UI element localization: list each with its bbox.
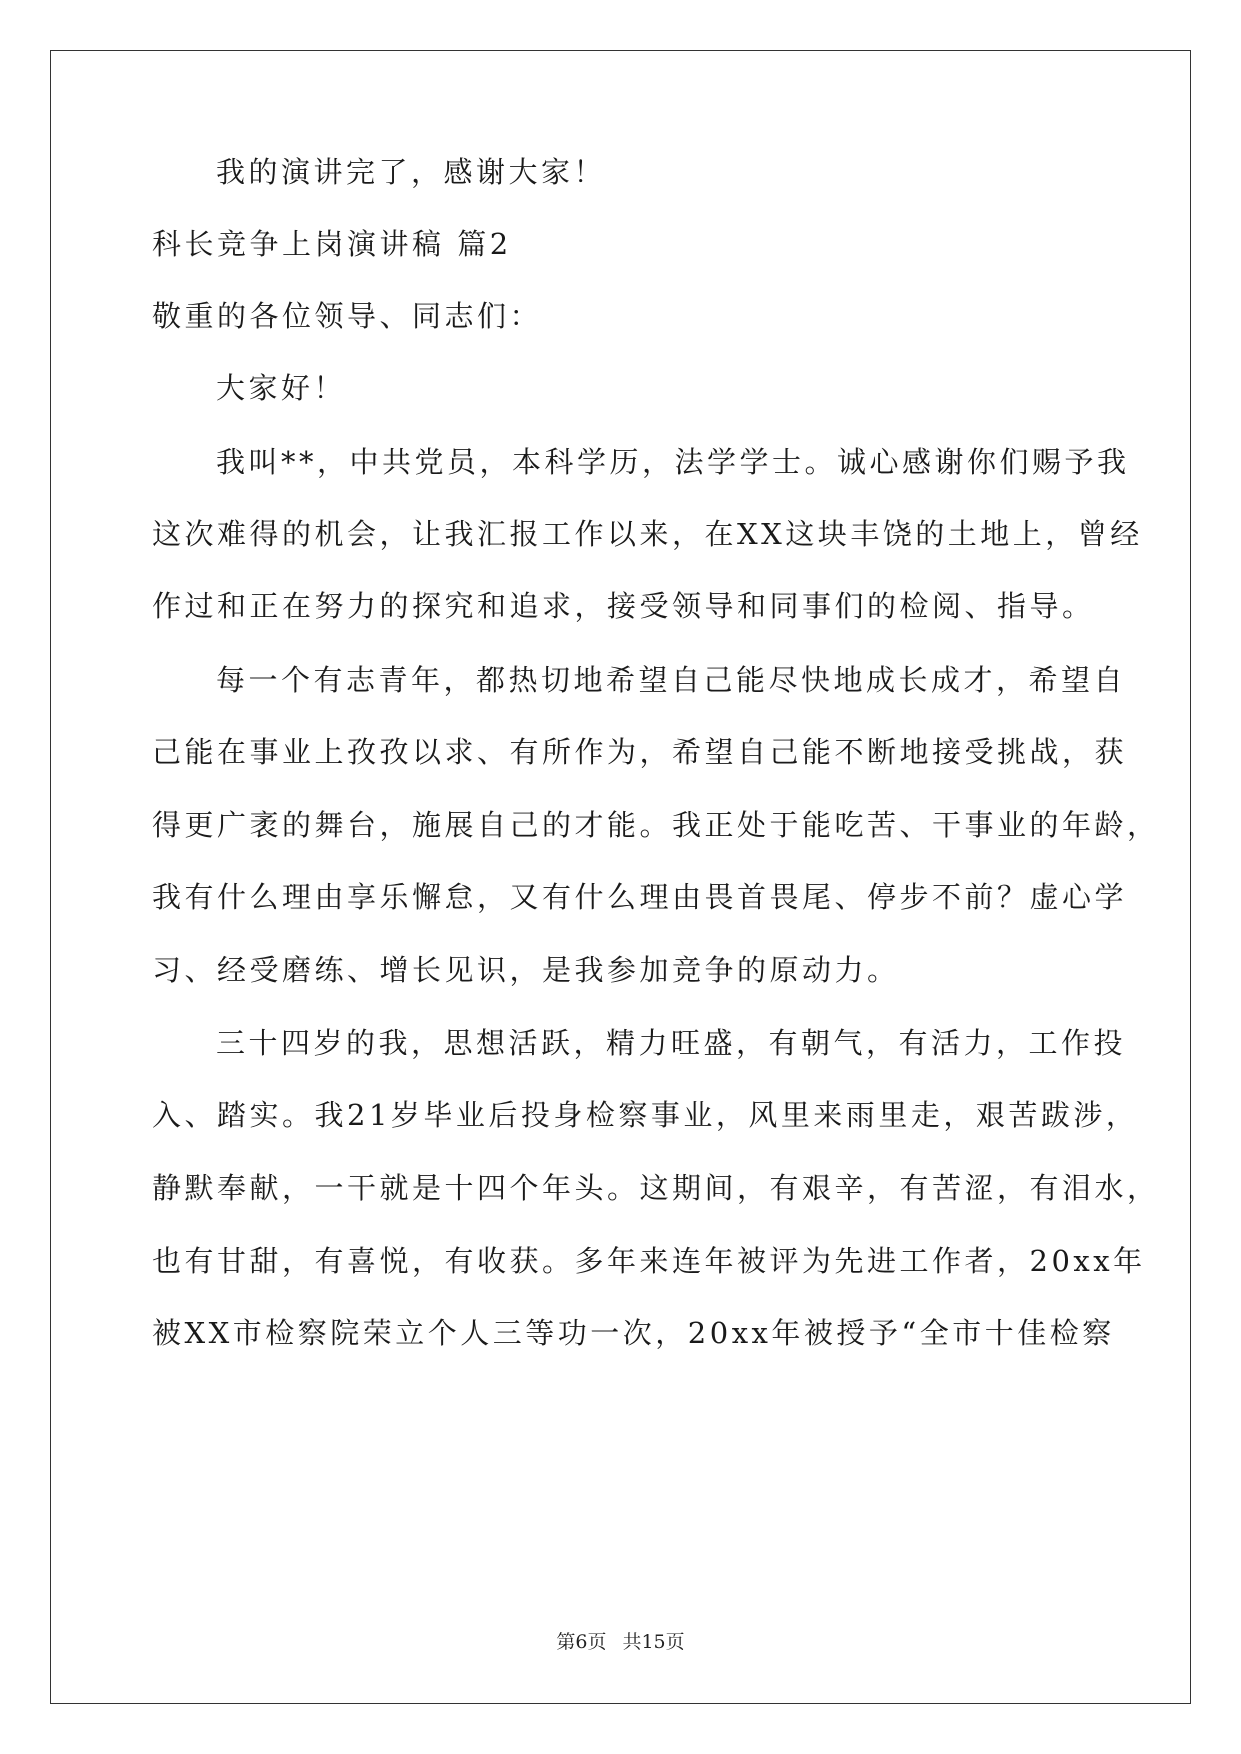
page-number: 第6页: [556, 1631, 607, 1653]
paragraph-line: 得更广袤的舞台，施展自己的才能。我正处于能吃苦、干事业的年龄，: [152, 808, 1160, 842]
paragraph-line: 己能在事业上孜孜以求、有所作为，希望自己能不断地接受挑战，获: [152, 735, 1128, 769]
paragraph-line: 习、经受磨练、增长见识，是我参加竞争的原动力。: [152, 953, 900, 987]
paragraph-line: 我有什么理由享乐懈怠，又有什么理由畏首畏尾、停步不前？虚心学: [152, 880, 1128, 914]
closing-line: 我的演讲完了，感谢大家！: [216, 155, 607, 189]
page-total: 共15页: [622, 1631, 685, 1653]
paragraph-line: 也有甘甜，有喜悦，有收获。多年来连年被评为先进工作者，20xx年: [152, 1244, 1146, 1278]
paragraph-line: 入、踏实。我21岁毕业后投身检察事业，风里来雨里走，艰苦跋涉，: [152, 1098, 1139, 1132]
greeting-line: 大家好！: [216, 371, 347, 405]
section-heading: 科长竞争上岗演讲稿 篇2: [152, 227, 512, 261]
paragraph-line: 三十四岁的我，思想活跃，精力旺盛，有朝气，有活力，工作投: [216, 1026, 1127, 1060]
page-footer: [0, 1630, 1241, 1654]
paragraph-line: 静默奉献，一干就是十四个年头。这期间，有艰辛，有苦涩，有泪水，: [152, 1171, 1160, 1205]
paragraph-line: 我叫**，中共党员，本科学历，法学学士。诚心感谢你们赐予我: [216, 445, 1130, 479]
paragraph-line: 这次难得的机会，让我汇报工作以来，在XX这块丰饶的土地上，曾经: [152, 517, 1143, 551]
paragraph-line: 被XX市检察院荣立个人三等功一次，20xx年被授予“全市十佳检察: [152, 1316, 1115, 1350]
paragraph-line: 作过和正在努力的探究和追求，接受领导和同事们的检阅、指导。: [152, 589, 1095, 623]
paragraph-line: 每一个有志青年，都热切地希望自己能尽快地成长成才，希望自: [216, 663, 1127, 697]
salutation-line: 敬重的各位领导、同志们：: [152, 299, 543, 333]
